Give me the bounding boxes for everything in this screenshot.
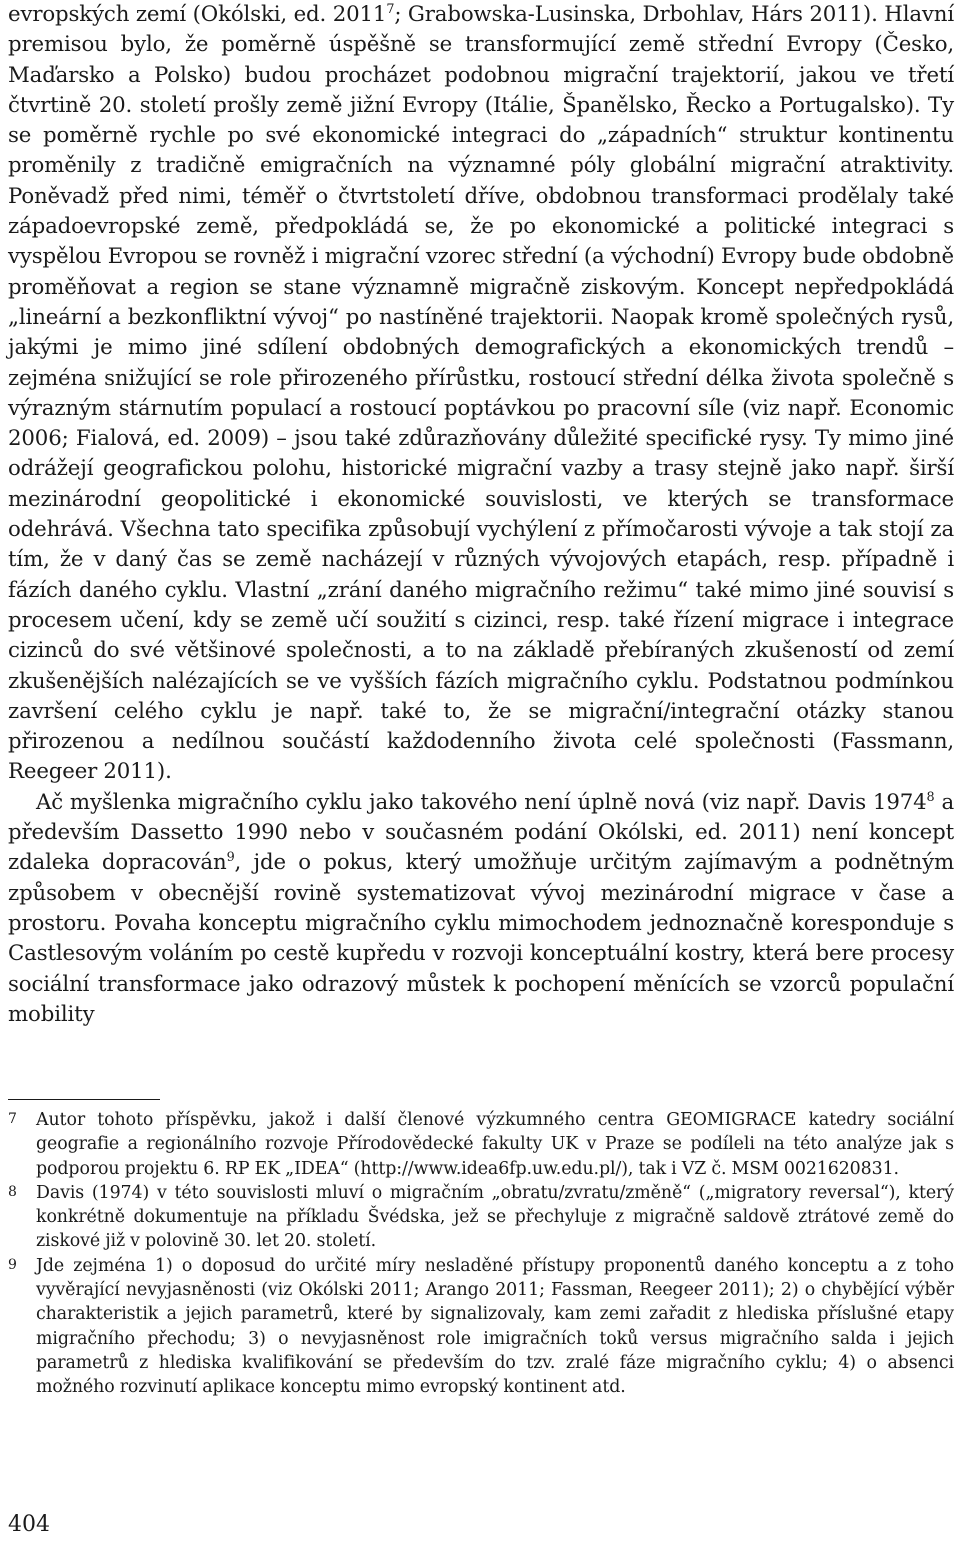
paragraph-2-part-b: a především Dassetto 1990 nebo v současném podání Okólski, ed. 2011) není koncept zdaleka dopracován	[8, 789, 954, 876]
body-text	[8, 0, 954, 1030]
footnote-ref-9: 9	[226, 850, 235, 866]
footnote-9	[8, 1254, 954, 1400]
paragraph-1	[8, 0, 954, 788]
page-number: 404	[8, 1512, 50, 1537]
paragraph-2	[8, 788, 954, 1030]
footnote-ref-8: 8	[926, 789, 935, 805]
footnote-8	[8, 1181, 954, 1254]
footnote-number: 9	[8, 1256, 17, 1273]
paragraph-2-part-a: Ač myšlenka migračního cyklu jako takového není úplně nová (viz např. Davis 1974	[36, 789, 927, 815]
footnote-text: Davis (1974) v této souvislosti mluví o migračním „obratu/zvratu/změně“ („migratory reversal“), který konkrétně dokumentuje na příkladu Švédska, jež se přechyluje z migračně saldově ztrátové země do ziskové již v polovině 30. let 20. století.	[36, 1182, 954, 1252]
paragraph-1-part-b: ; Grabowska-Lusinska, Drbohlav, Hárs 2011). Hlavní premisou bylo, že poměrně úspěšně se transformující země střední Evropy (Česko, Maďarsko a Polsko) budou procházet podobnou migrační trajektorií, jakou ve třetí čtvrtině 20. století prošly země jižní Evropy (Itálie, Španělsko, Řecko a Portugalsko). Ty se poměrně rychle po své ekonomické integraci do „západních“ struktur kontinentu proměnily z tradičně emigračních na významné póly globální migrační atraktivity. Poněvadž před nimi, téměř o čtvrtstoletí dříve, obdobnou transformaci prodělaly také západoevropské země, předpokládá se, že po ekonomické a politické integraci s vyspělou Evropou se rovněž i migrační vzorec střední (a východní) Evropy bude obdobně proměňovat a region se stane významně migračně ziskovým. Koncept nepředpokládá „lineární a bezkonfliktní vývoj“ po nastíněné trajektorii. Naopak kromě společných rysů, jakými je mimo jiné sdílení obdobných demografických a ekonomických trendů – zejména snižující se role přirozeného přírůstku, rostoucí střední délka života společně s výrazným stárnutím populací a rostoucí poptávkou po pracovní síle (viz např. Economic 2006; Fialová, ed. 2009) – jsou také zdůrazňovány důležité specifické rysy. Ty mimo jiné odrážejí geografickou polohu, historické migrační vazby a trasy stejně jako např. širší mezinárodní geopolitické i ekonomické souvislosti, ve kterých se transformace odehrává. Všechna tato specifika způsobují vychýlení z přímočarosti vývoje a tak stojí za tím, že v daný čas se země nacházejí v různých vývojových etapách, resp. případně i fázích daného cyklu. Vlastní „zrání daného migračního režimu“ také mimo jiné souvisí s procesem učení, kdy se země učí soužití s cizinci, resp. také řízení migrace i integrace cizinců do své většinové společnosti, a to na základě přebíraných zkušeností od zemí zkušenějších nalézajících se ve vyšších fázích migračního cyklu. Podstatnou podmínkou završení celého cyklu je např. také to, že se migrační/integrační otázky stanou přirozenou a nedílnou součástí každodenního života celé společnosti (Fassmann, Reegeer 2011).	[8, 2, 955, 785]
paragraph-1-part-a: evropských zemí (Okólski, ed. 2011	[8, 2, 387, 27]
footnote-number: 7	[8, 1111, 17, 1127]
paragraph-2-part-c: , jde o pokus, který umožňuje určitým zajímavým a podnětným způsobem v obecnější rovině systematizovat vývoj mezinárodní migrace v čase a prostoru. Povaha konceptu migračního cyklu mimochodem jednoznačně koresponduje s Castlesovým voláním po cestě kupředu v rozvoji konceptuální kostry, která bere procesy sociální transformace jako odrazový můstek k pochopení měnících se vzorců populační mobility	[8, 850, 954, 1027]
footnotes	[8, 1108, 954, 1400]
footnote-number: 8	[8, 1183, 17, 1200]
page	[8, 0, 954, 1030]
footnote-7	[8, 1108, 954, 1181]
footnote-ref-7: 7	[386, 1, 395, 17]
footnote-text: Jde zejména 1) o doposud do určité míry nesladěné přístupy proponentů daného konceptu a z toho vyvěrající nevyjasněnosti (viz Okólski 2011; Arango 2011; Fassman, Reegeer 2011); 2) o chybějící výběr charakteristik a jejich parametrů, které by signalizovaly, kam zemi zařadit z hlediska příslušné etapy migračního přechodu; 3) o nevyjasněnost role imigračních toků versus migračního salda i jejich parametrů z hlediska kvalifikování se především do tzv. zralé fáze migračního cyklu; 4) o absenci možného rozvinutí aplikace konceptu mimo evropský kontinent atd.	[36, 1255, 954, 1398]
footnote-divider	[8, 1099, 160, 1100]
footnote-text: Autor tohoto příspěvku, jakož i další členové výzkumného centra GEOMIGRACE katedry sociální geografie a regionálního rozvoje Přírodovědecké fakulty UK v Praze se podíleli na této analýze jak s podporou projektu 6. RP EK „IDEA“ (http://www.idea6fp.uw.edu.pl/), tak i VZ č. MSM 0021620831.	[36, 1110, 954, 1179]
